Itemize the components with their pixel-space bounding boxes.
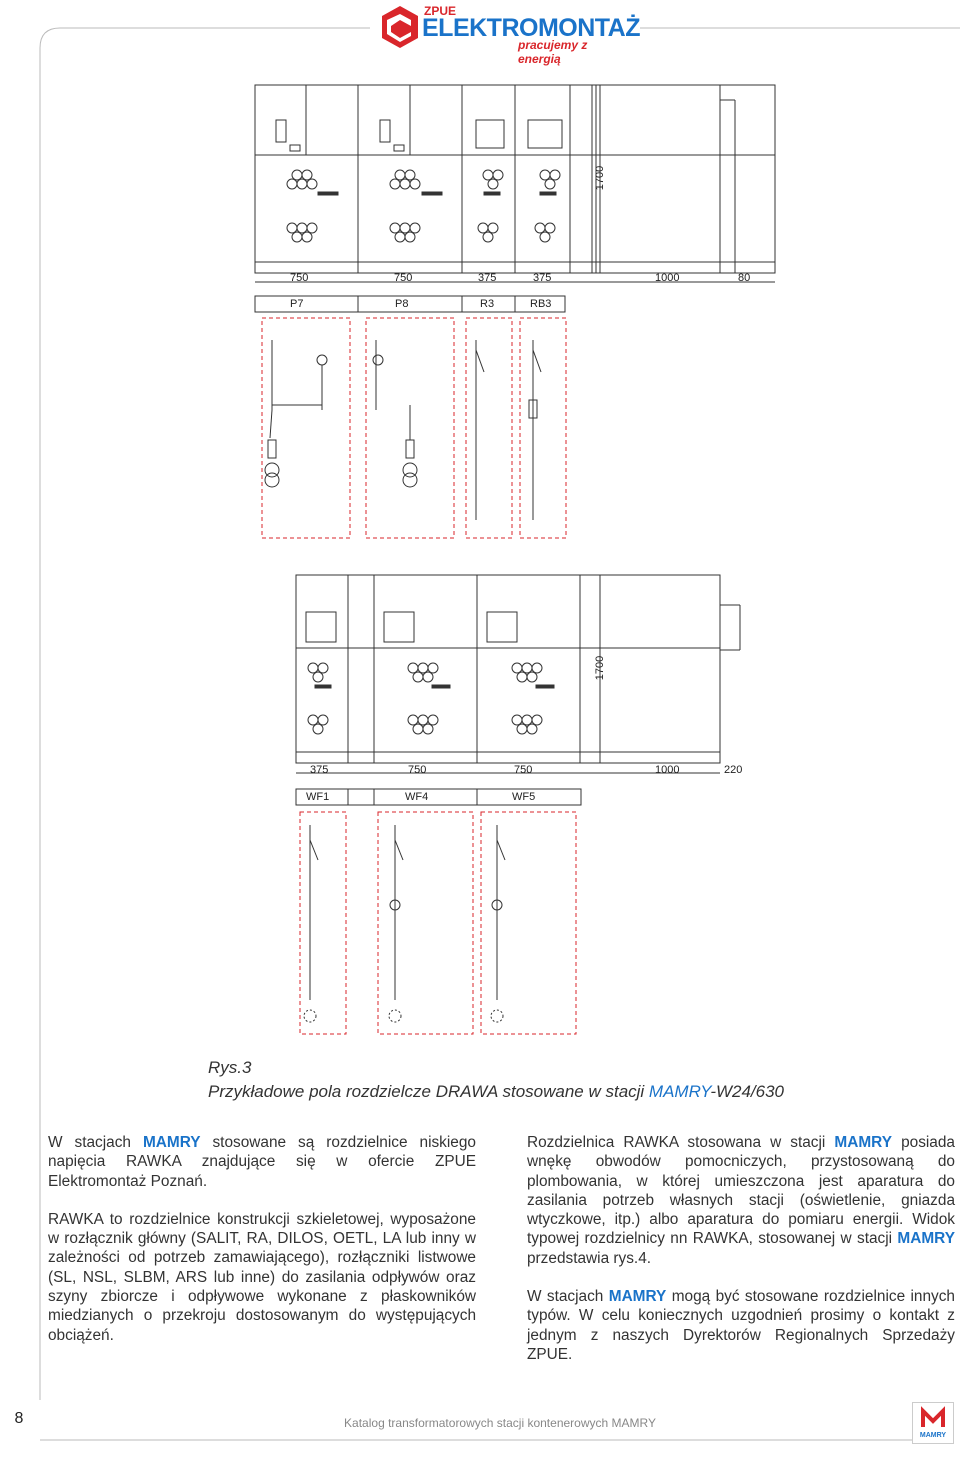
top-dim-5: 1000 xyxy=(655,272,680,284)
logo-main-text: ELEKTROMONTAŻ xyxy=(422,14,641,42)
field-label-p8: P8 xyxy=(395,298,409,310)
mamry-logo-icon xyxy=(913,1403,953,1433)
caption-text: Przykładowe pola rozdzielcze DRAWA stosowane w stacji MAMRY-W24/630 xyxy=(208,1082,785,1101)
mamry-badge xyxy=(912,1402,954,1444)
top-dim-1: 750 xyxy=(290,272,309,284)
field-label-wf4: WF4 xyxy=(405,791,429,803)
top-height-label: 1700 xyxy=(594,165,607,191)
mamry-badge-text: MAMRY xyxy=(919,1432,947,1439)
bottom-height-label: 1700 xyxy=(594,655,607,681)
right-paragraph-2: W stacjach MAMRY mogą być stosowane rozdzielnice innych typów. W celu koniecznych uzgodnień prosimy o kontakt z jednym z naszych Dyrektorów Regionalnych Sprzedaży ZPUE. xyxy=(527,1288,955,1363)
logo-top-text: ZPUE xyxy=(424,4,457,18)
field-label-wf1: WF1 xyxy=(306,791,330,803)
footer-title: Katalog transformatorowych stacji kontenerowych MAMRY xyxy=(344,1416,656,1430)
bottom-dim-3: 750 xyxy=(514,764,533,776)
right-text-column xyxy=(527,1133,955,1364)
field-label-rb3: RB3 xyxy=(530,298,552,310)
caption-brand: MAMRY xyxy=(648,1082,711,1101)
top-dim-4: 375 xyxy=(533,272,552,284)
left-paragraph-2: RAWKA to rozdzielnice konstrukcji szkieletowej, wyposażone w rozłącznik główny (SALIT, RA, DILOS, OETL, LA lub inny w zależności od potrzeb zamawiającego), rozłączniki listwowe (SL, NSL, SLBM, ARS lub inne) do zasilania odpływów oraz szyny zbiorcze i odpływowe wykonane z płaskowników miedzianych o przekroju dostosowanym do występujących obciążeń. xyxy=(48,1210,476,1344)
field-label-r3: R3 xyxy=(480,298,495,310)
page-number: 8 xyxy=(14,1410,24,1427)
right-paragraph-1: Rozdzielnica RAWKA stosowana w stacji MAMRY posiada wnękę obwodów pomocniczych, przystosowaną do plombowania, w której umieszczona jest aparatura do zasilania potrzeb własnych stacji (oświetlenie, gniazda wtyczkowe, itp.) albo aparatura do pomiaru energii. Widok typowej rozdzielnicy nn RAWKA, stosowanej w stacji MAMRY przedstawia rys.4. xyxy=(527,1134,955,1267)
field-label-p7: P7 xyxy=(290,298,304,310)
caption-number: Rys.3 xyxy=(208,1058,252,1077)
figure-caption xyxy=(208,1056,784,1104)
bottom-dim-4: 1000 xyxy=(655,764,680,776)
logo-tagline: pracujemy z energią xyxy=(518,38,588,66)
top-dim-2: 750 xyxy=(394,272,413,284)
top-dim-6: 80 xyxy=(738,272,751,284)
top-dim-3: 375 xyxy=(478,272,497,284)
bottom-dim-5: 220 xyxy=(724,764,743,776)
field-label-wf5: WF5 xyxy=(512,791,536,803)
left-paragraph-1: W stacjach MAMRY stosowane są rozdzielnice niskiego napięcia RAWKA znajdujące się w ofercie ZPUE Elektromontaż Poznań. xyxy=(48,1134,476,1190)
bottom-dim-1: 375 xyxy=(310,764,329,776)
bottom-dim-2: 750 xyxy=(408,764,427,776)
left-text-column xyxy=(48,1133,476,1345)
